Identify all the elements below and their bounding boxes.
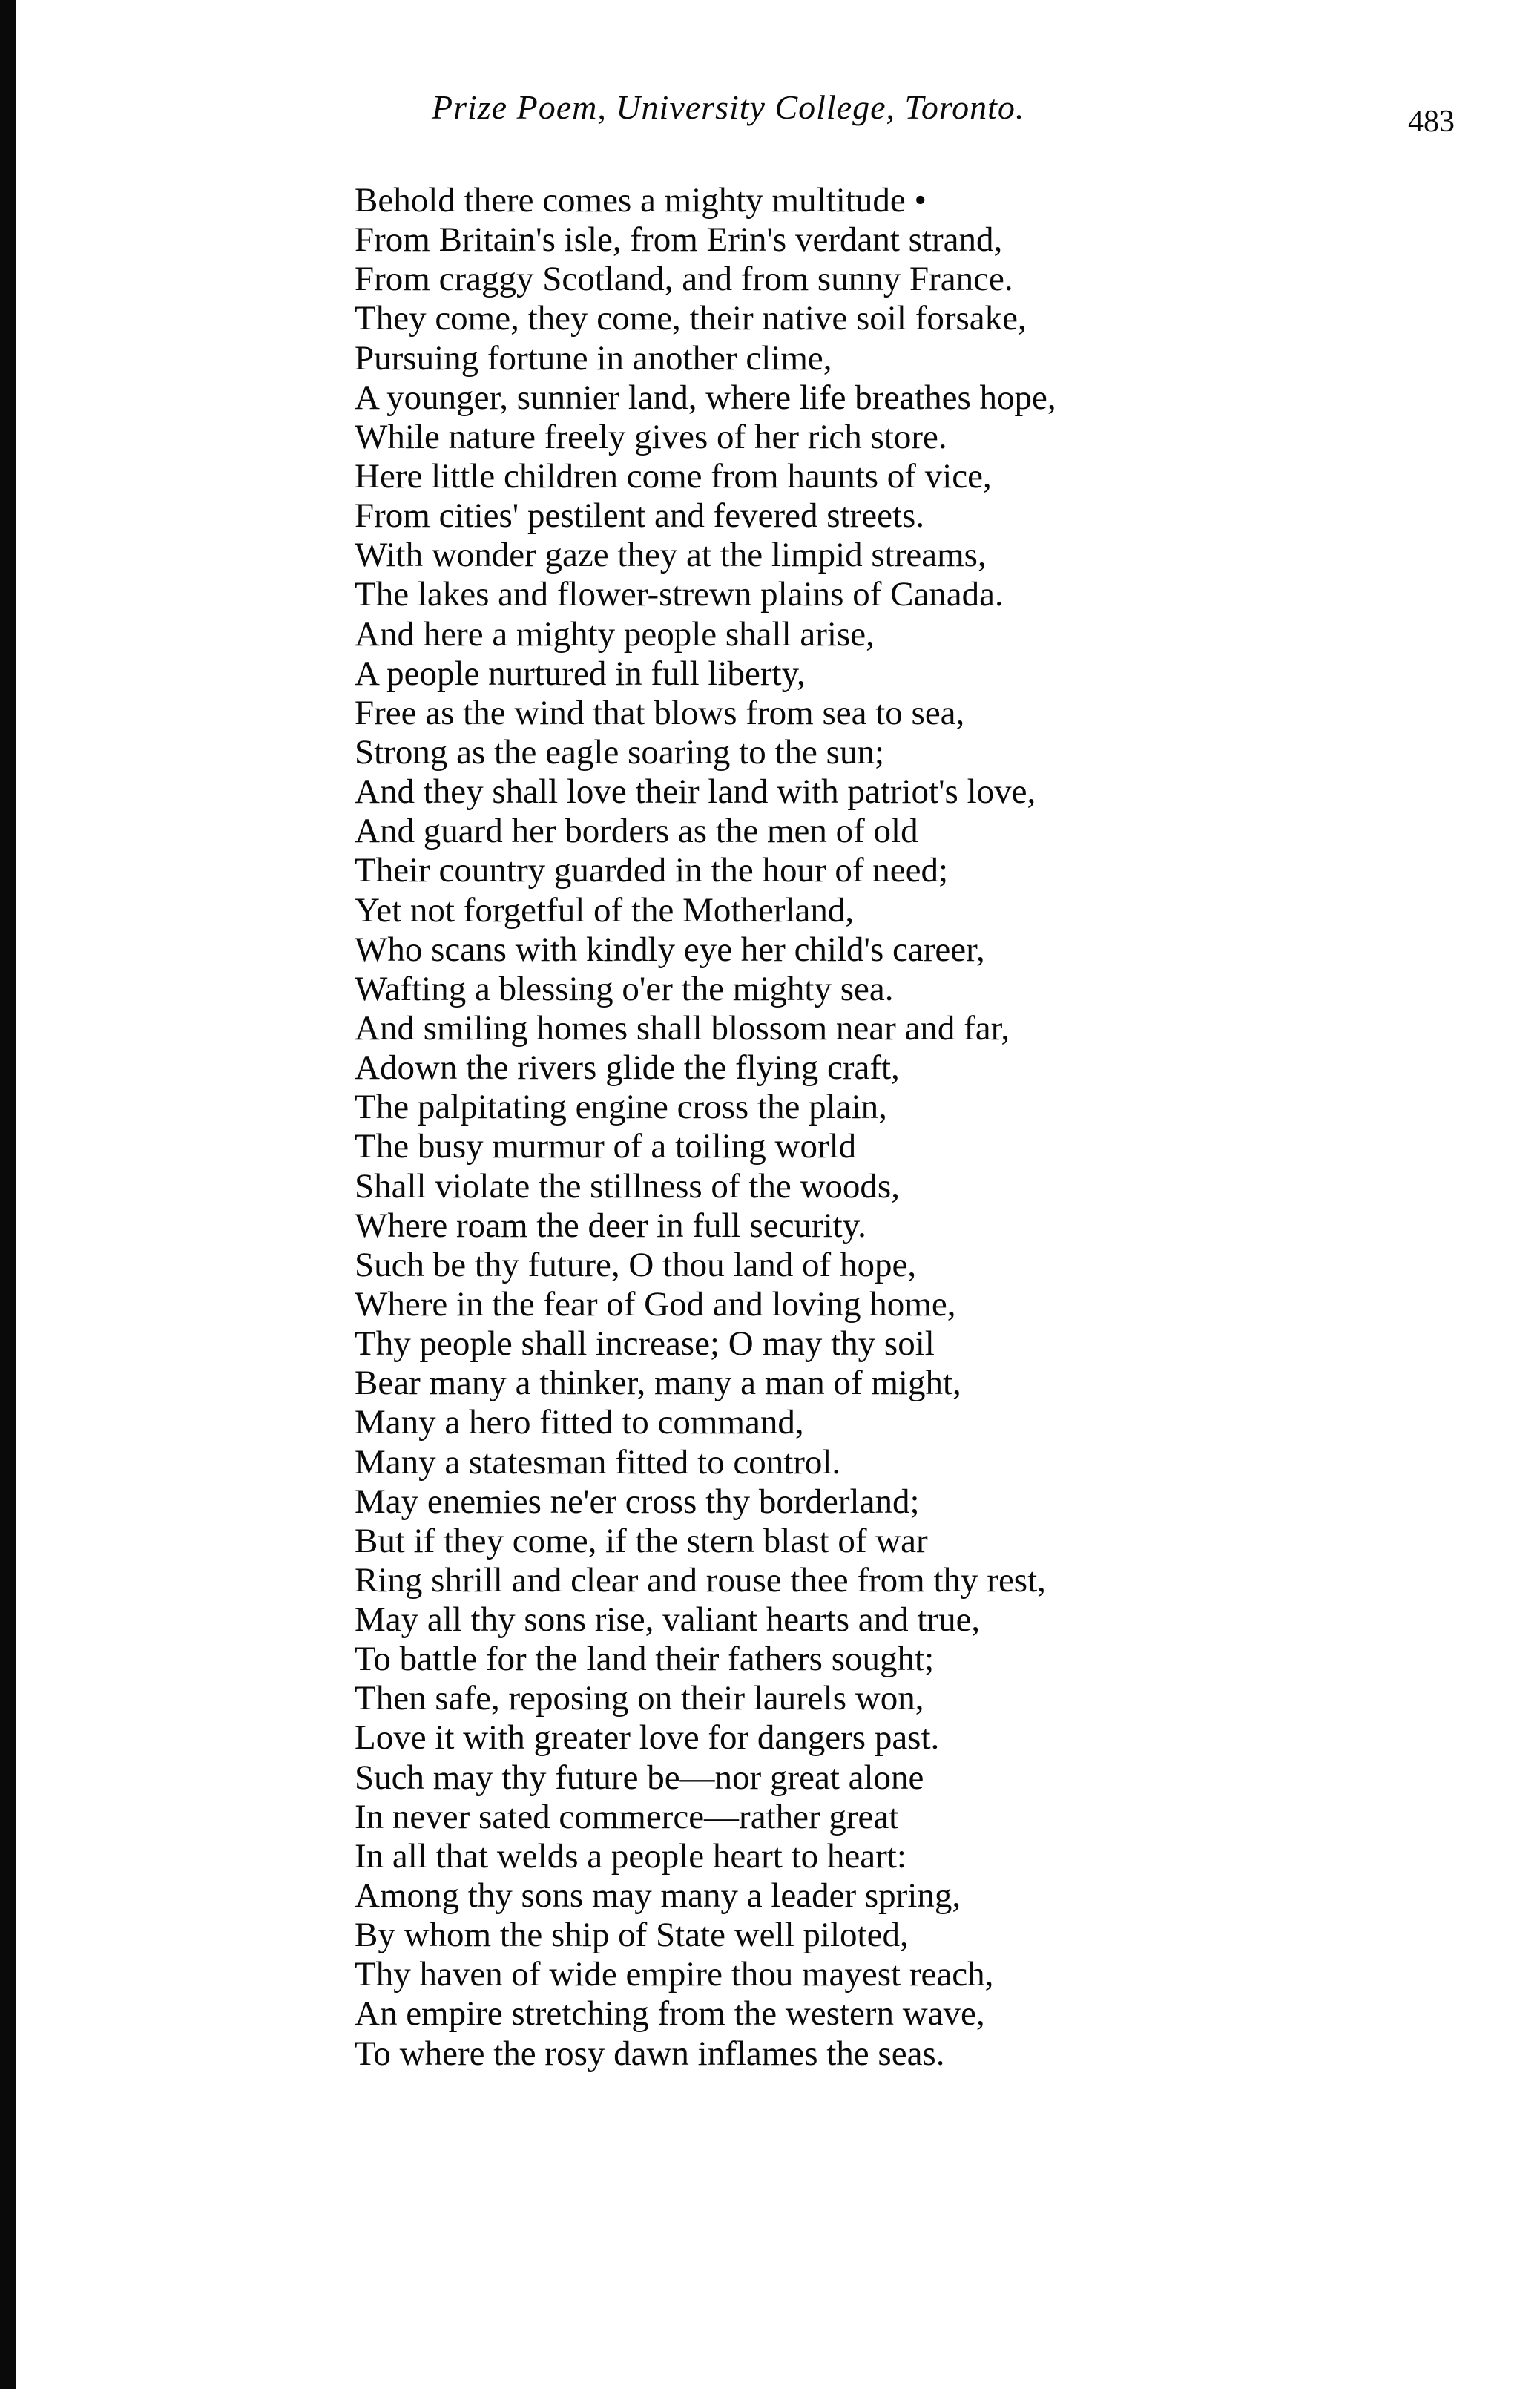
poem-line: Among thy sons may many a leader spring, xyxy=(355,1876,961,1916)
poem-line: From craggy Scotland, and from sunny France. xyxy=(355,260,1013,299)
poem-line: Such be thy future, O thou land of hope, xyxy=(355,1245,917,1284)
poem-line: Strong as the eagle soaring to the sun; xyxy=(355,732,884,772)
poem-line: To where the rosy dawn inflames the seas. xyxy=(355,2034,945,2073)
poem-line: Many a statesman fitted to control. xyxy=(355,1442,841,1482)
poem-line: Pursuing fortune in another clime, xyxy=(355,338,832,378)
poem-line: From Britain's isle, from Erin's verdant strand, xyxy=(355,220,1003,260)
poem-line: The busy murmur of a toiling world xyxy=(355,1127,857,1166)
poem-line: Bear many a thinker, many a man of might, xyxy=(355,1364,961,1403)
poem-line: In never sated commerce—rather great xyxy=(355,1797,899,1836)
running-head: Prize Poem, University College, Toronto. xyxy=(432,88,1025,126)
poem-line: Many a hero fitted to command, xyxy=(355,1403,804,1442)
poem-line: By whom the ship of State well piloted, xyxy=(355,1916,909,1955)
poem-line: And guard her borders as the men of old xyxy=(355,812,918,851)
poem-line: They come, they come, their native soil forsake, xyxy=(355,299,1027,338)
poem-line: Thy haven of wide empire thou mayest reach, xyxy=(355,1955,994,1994)
poem-line: A younger, sunnier land, where life breathes hope, xyxy=(355,378,1056,417)
poem-line: Their country guarded in the hour of need; xyxy=(355,851,949,890)
poem-line: Behold there comes a mighty multitude • xyxy=(355,181,927,220)
poem-line: Such may thy future be—nor great alone xyxy=(355,1758,924,1797)
poem-line: The palpitating engine cross the plain, xyxy=(355,1088,887,1127)
poem-line: And they shall love their land with patriot's love, xyxy=(355,772,1036,812)
poem-line: May all thy sons rise, valiant hearts and true, xyxy=(355,1600,981,1640)
poem-line: Here little children come from haunts of vice, xyxy=(355,456,992,496)
poem-line: Who scans with kindly eye her child's career, xyxy=(355,930,985,969)
poem-line: From cities' pestilent and fevered streets. xyxy=(355,496,925,536)
poem-line: An empire stretching from the western wave, xyxy=(355,1994,985,2034)
poem-line: Shall violate the stillness of the woods, xyxy=(355,1166,900,1206)
poem-line: Wafting a blessing o'er the mighty sea. xyxy=(355,969,894,1008)
page-number: 483 xyxy=(1408,105,1455,139)
poem-line: And here a mighty people shall arise, xyxy=(355,614,875,654)
poem-line: Thy people shall increase; O may thy soil xyxy=(355,1324,935,1364)
poem-line: In all that welds a people heart to heart: xyxy=(355,1836,906,1876)
poem-line: Adown the rivers glide the flying craft, xyxy=(355,1048,900,1088)
poem-line: Where in the fear of God and loving home, xyxy=(355,1284,956,1324)
poem-line: And smiling homes shall blossom near and far, xyxy=(355,1008,1010,1048)
poem-line: A people nurtured in full liberty, xyxy=(355,654,806,693)
poem-line: Free as the wind that blows from sea to sea, xyxy=(355,693,965,732)
poem-text xyxy=(355,181,1056,2074)
poem-line: Then safe, reposing on their laurels won, xyxy=(355,1679,924,1718)
poem-line: With wonder gaze they at the limpid streams, xyxy=(355,536,987,575)
poem-line: Where roam the deer in full security. xyxy=(355,1206,866,1245)
scan-edge-bar xyxy=(0,0,16,2389)
poem-line: While nature freely gives of her rich store. xyxy=(355,417,947,456)
poem-line: But if they come, if the stern blast of war xyxy=(355,1521,928,1560)
poem-line: Ring shrill and clear and rouse thee from thy rest, xyxy=(355,1560,1046,1600)
poem-line: Love it with greater love for dangers past. xyxy=(355,1718,940,1758)
poem-line: The lakes and flower-strewn plains of Canada. xyxy=(355,575,1004,614)
poem-line: To battle for the land their fathers sought; xyxy=(355,1640,935,1679)
poem-line: Yet not forgetful of the Motherland, xyxy=(355,890,855,930)
poem-line: May enemies ne'er cross thy borderland; xyxy=(355,1482,920,1521)
